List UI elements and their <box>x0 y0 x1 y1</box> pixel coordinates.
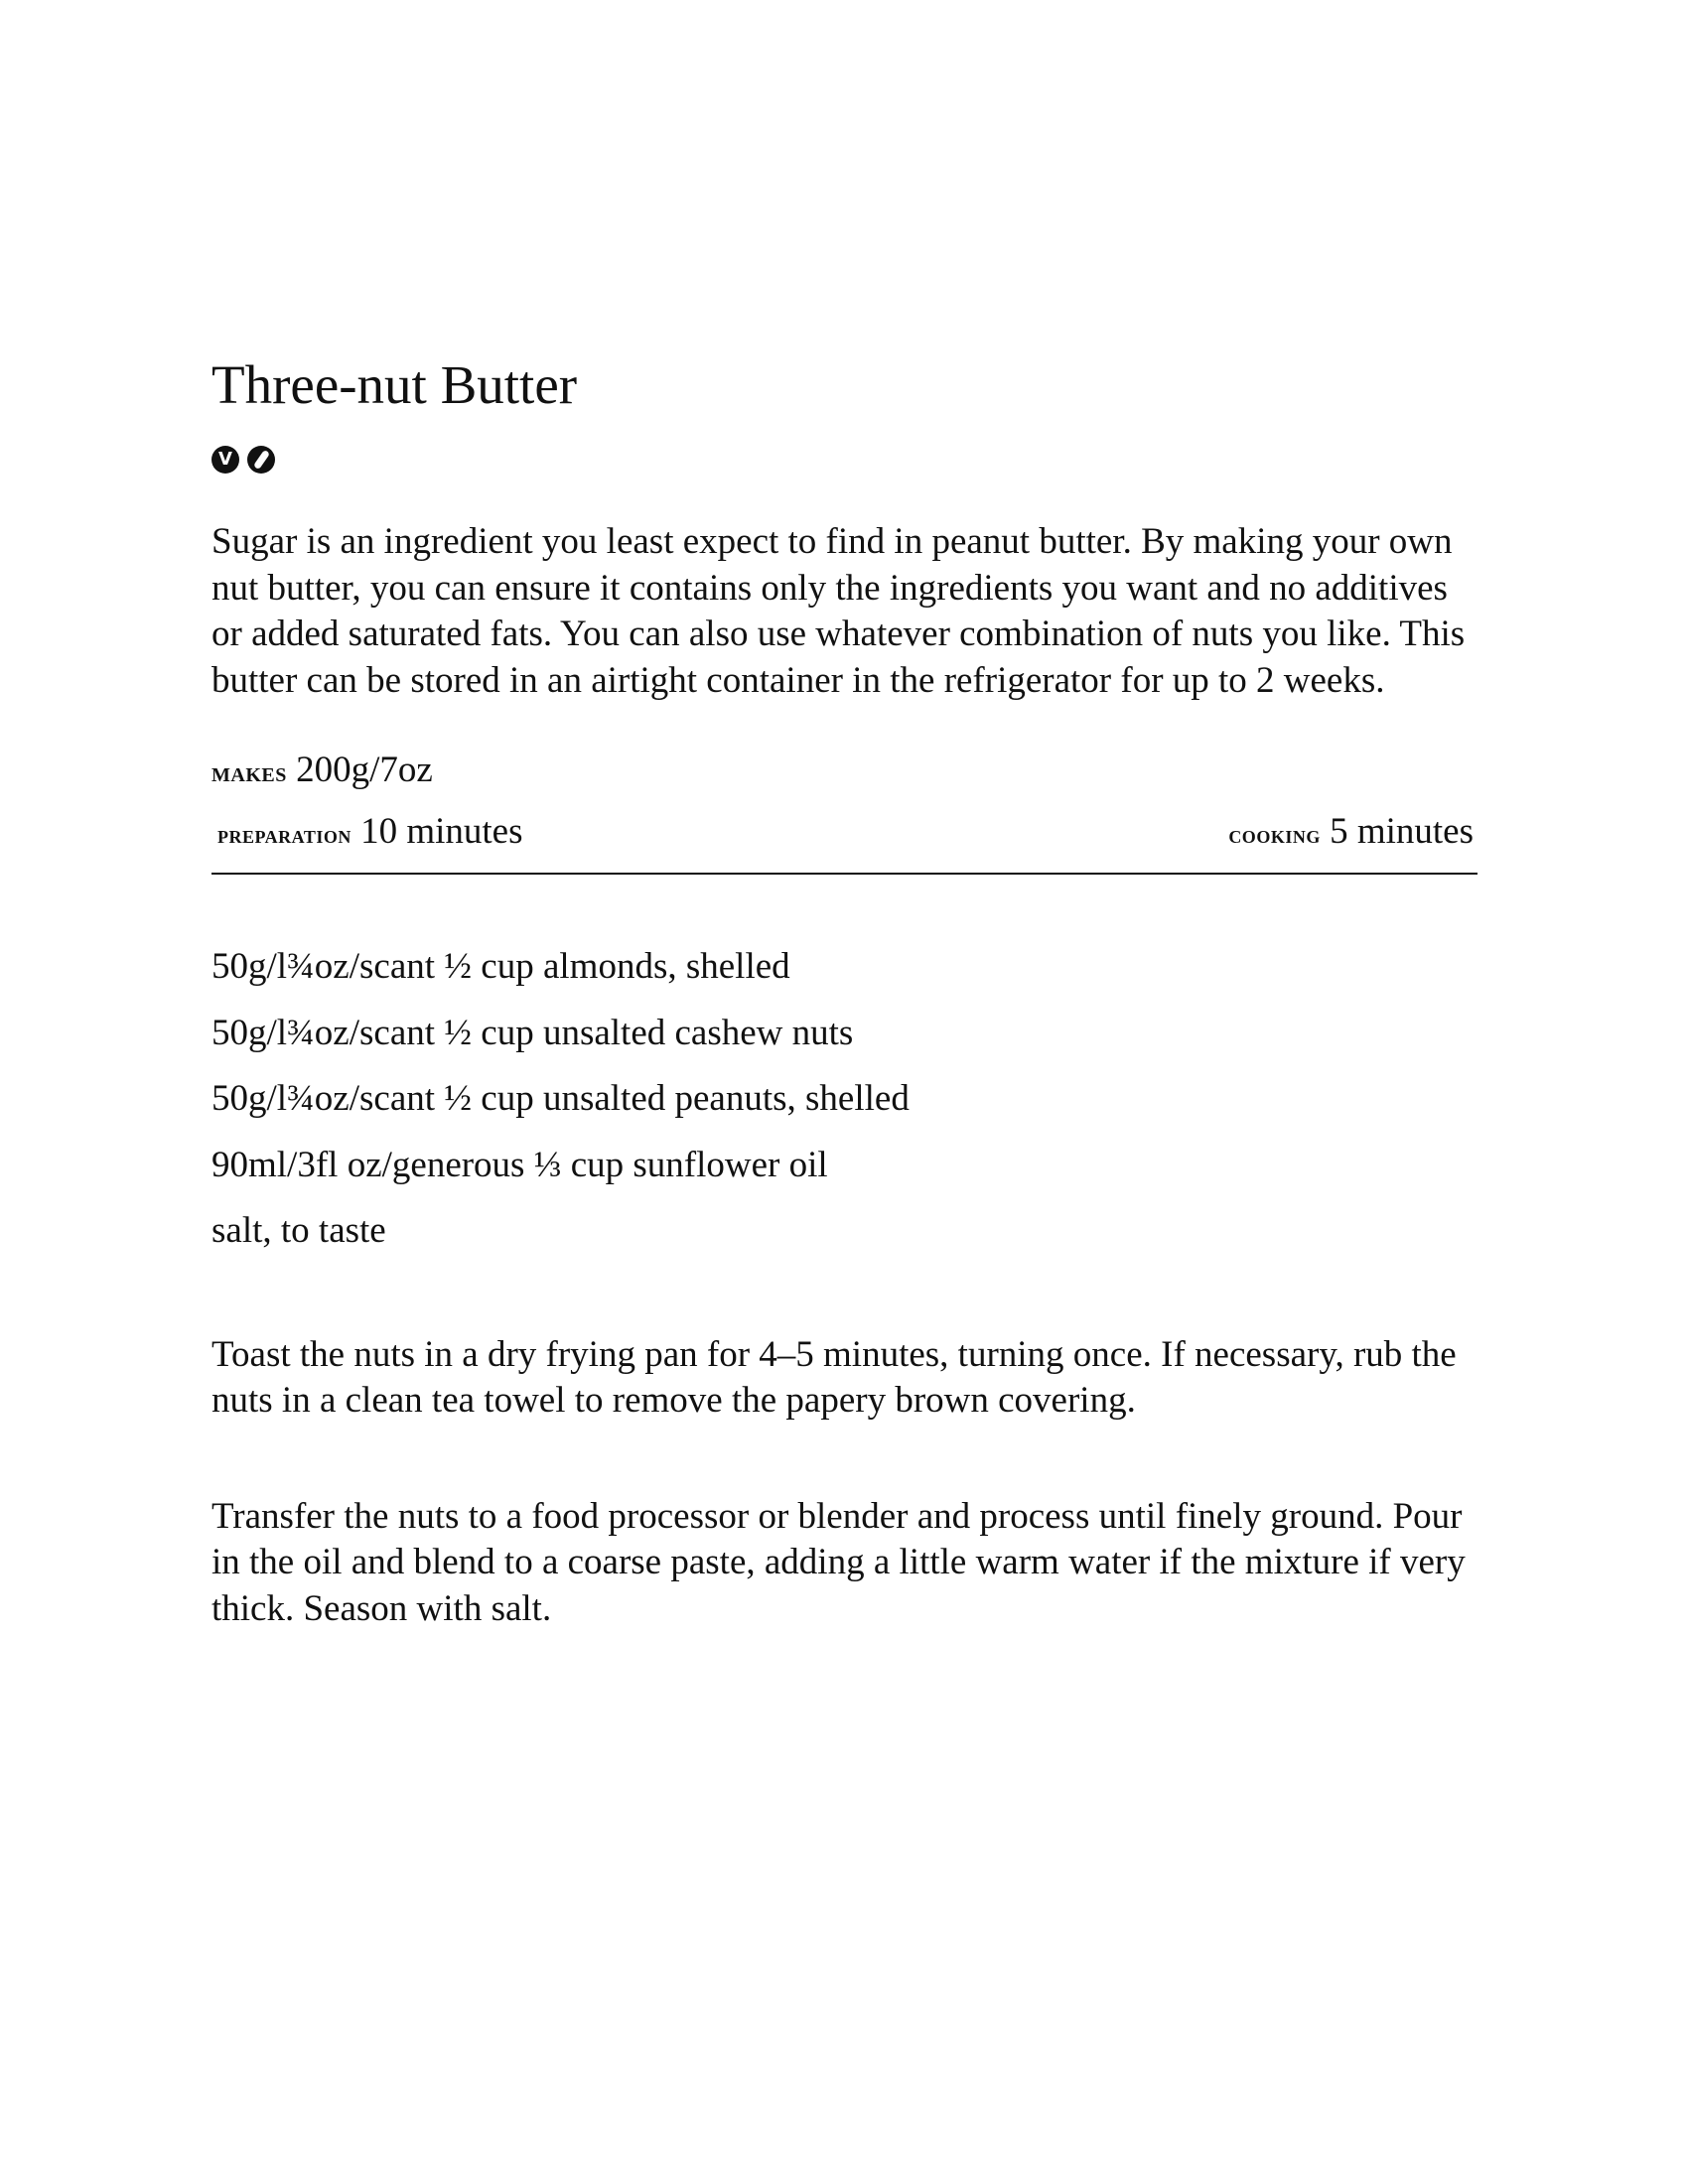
ingredient-item: 50g/l¾oz/scant ½ cup unsalted peanuts, shelled <box>211 1078 910 1119</box>
makes-line <box>211 748 1477 795</box>
ingredient-item: 90ml/3fl oz/generous ⅓ cup sunflower oil <box>211 1144 828 1185</box>
method-step: Transfer the nuts to a food processor or blender and process until finely ground. Pour in the oil and blend to a coarse paste, adding a little warm water if the mixture if very thick. Season with salt. <box>211 1495 1466 1629</box>
recipe-page <box>211 352 1477 1632</box>
method-step: Toast the nuts in a dry frying pan for 4–5 minutes, turning once. If necessary, rub the nuts in a clean tea towel to remove the papery brown covering. <box>211 1333 1457 1421</box>
makes-value: 200g/7oz <box>296 750 433 790</box>
dairy-free-icon <box>247 446 275 474</box>
preparation-value: 10 minutes <box>360 811 523 852</box>
ingredient-item: salt, to taste <box>211 1210 386 1251</box>
timing-row <box>211 809 1477 859</box>
ingredient-item: 50g/l¾oz/scant ½ cup unsalted cashew nuts <box>211 1012 854 1053</box>
cooking-value: 5 minutes <box>1330 811 1474 852</box>
ingredients-list <box>211 934 1477 1265</box>
vegetarian-v-icon: V <box>211 446 239 474</box>
recipe-title: Three-nut Butter <box>211 354 578 415</box>
divider <box>211 873 1477 875</box>
cooking-time <box>1228 809 1474 859</box>
makes-label: makes <box>211 756 287 788</box>
recipe-intro: Sugar is an ingredient you least expect to find in peanut butter. By making your own nut butter, you can ensure it contains only the ingredients you want and no additives or added saturated fats. You can also use whatever combination of nuts you like. This butter can be stored in an airtight container in the refrigerator for up to 2 weeks. <box>211 521 1466 701</box>
preparation-time <box>217 809 523 859</box>
ingredient-item: 50g/l¾oz/scant ½ cup almonds, shelled <box>211 946 790 987</box>
method <box>211 1332 1477 1633</box>
cooking-label: cooking <box>1228 822 1321 849</box>
dietary-icons <box>211 446 1477 479</box>
preparation-label: preparation <box>217 822 352 849</box>
